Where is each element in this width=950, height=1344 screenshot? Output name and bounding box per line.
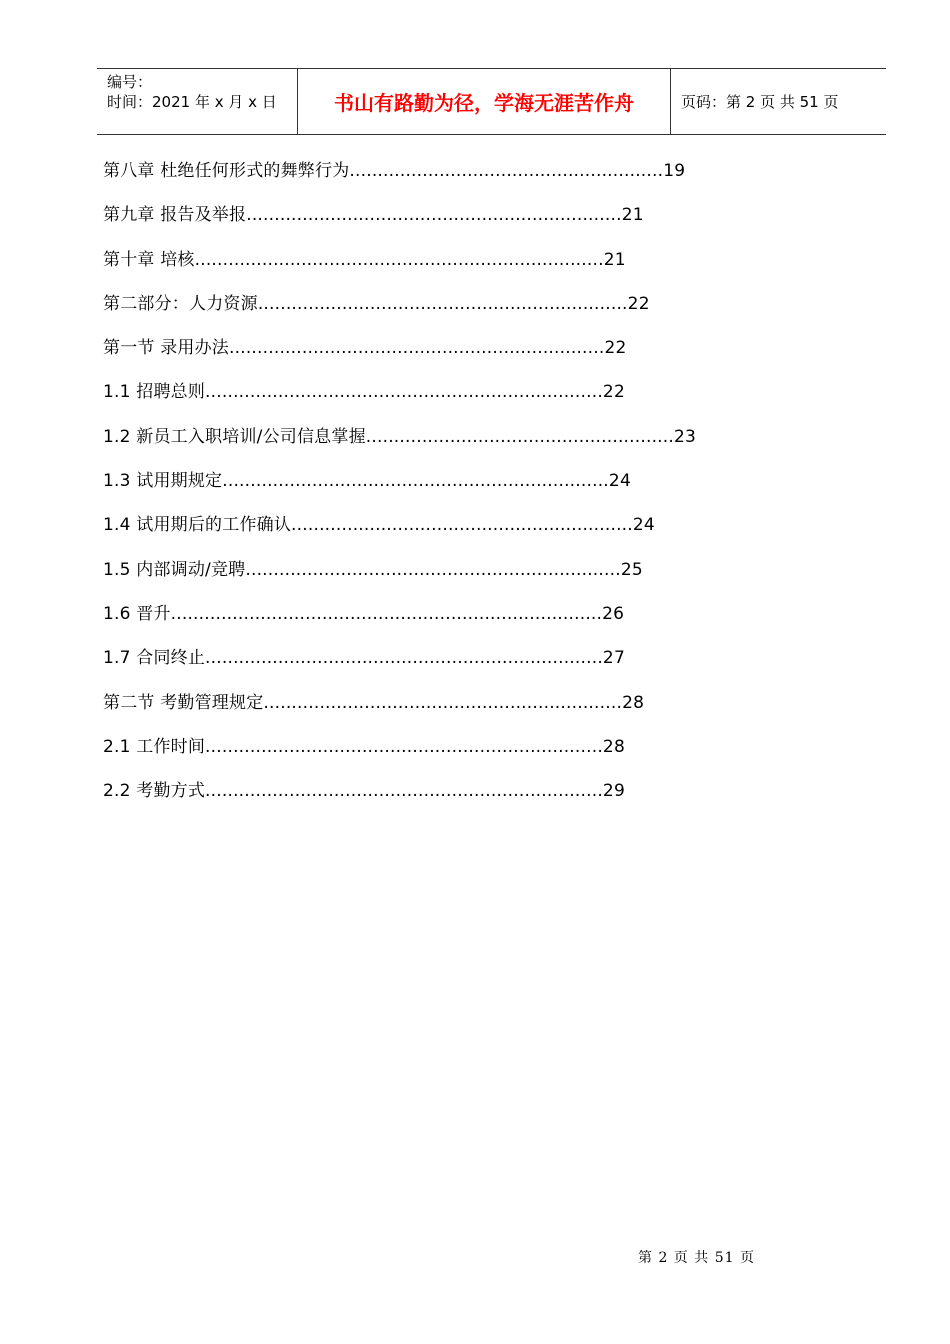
toc-title: 第九章 报告及举报	[103, 205, 247, 226]
toc-leader: ...................................................................	[245, 559, 621, 580]
toc-page: 29	[602, 781, 625, 802]
toc-title: 1.3 试用期规定	[103, 471, 223, 492]
toc-entry	[103, 467, 823, 511]
toc-page: 22	[604, 338, 627, 359]
toc-entry	[103, 733, 823, 777]
toc-page: 24	[632, 515, 655, 536]
toc-page: 22	[602, 382, 625, 403]
toc-title: 1.1 招聘总则	[103, 382, 206, 403]
toc-entry	[103, 644, 823, 688]
toc-leader: ..................................................................	[257, 293, 628, 314]
toc-entry	[103, 334, 823, 378]
toc-entry	[103, 157, 823, 201]
header-motto: 书山有路勤为径，学海无涯苦作舟	[298, 69, 671, 134]
toc-page: 24	[608, 471, 631, 492]
toc-title: 1.5 内部调动/竞聘	[103, 559, 246, 580]
toc-title: 第八章 杜绝任何形式的舞弊行为	[103, 161, 350, 181]
toc-leader: .......................................................................	[205, 382, 603, 403]
toc-title: 第二部分：人力资源	[103, 293, 258, 314]
toc-title: 2.1 工作时间	[103, 736, 206, 757]
toc-page: 27	[602, 648, 625, 669]
toc-entry	[103, 556, 823, 600]
toc-entry	[103, 423, 823, 467]
toc-leader: ................................................................	[263, 692, 623, 713]
toc-leader: ........................................................	[349, 161, 664, 181]
toc-leader: ...................................................................	[229, 338, 605, 359]
toc-entry	[103, 689, 823, 733]
toc-leader: .....................................................................	[222, 471, 609, 492]
toc-page: 26	[602, 603, 625, 624]
page-footer: 第 2 页 共 51 页	[638, 1250, 755, 1266]
toc-leader: .......................................................................	[205, 736, 603, 757]
toc-title: 2.2 考勤方式	[103, 781, 206, 802]
toc-title: 第一节 录用办法	[103, 338, 230, 359]
toc-page: 25	[620, 559, 643, 580]
toc-leader: .............................................................................	[170, 603, 603, 624]
header-meta	[97, 69, 298, 134]
header-page-info: 页码：第 2 页 共 51 页	[681, 93, 839, 111]
toc-entry	[103, 201, 823, 245]
toc-leader: .......................................................	[365, 426, 674, 447]
toc-entry	[103, 378, 823, 422]
toc-title: 1.6 晋升	[103, 603, 171, 624]
toc-entry	[103, 246, 823, 290]
page-header	[97, 68, 886, 135]
toc-page: 22	[627, 293, 650, 314]
toc-title: 1.7 合同终止	[103, 648, 206, 669]
toc-leader: .......................................................................	[205, 648, 603, 669]
number-label: 编号：	[107, 73, 153, 91]
toc-page: 23	[674, 426, 697, 447]
toc-page: 21	[603, 249, 626, 270]
toc-title: 1.2 新员工入职培训/公司信息掌握	[103, 426, 366, 447]
toc-leader: .......................................................................	[205, 781, 603, 802]
toc-title: 第二节 考勤管理规定	[103, 692, 264, 713]
toc-entry	[103, 290, 823, 334]
toc-title: 1.4 试用期后的工作确认	[103, 515, 292, 536]
toc-title: 第十章 培核	[103, 249, 195, 270]
toc-page: 19	[663, 161, 686, 181]
toc-entry	[103, 777, 823, 821]
time-label: 时间：2021 年 x 月 x 日	[107, 93, 277, 111]
toc-page: 28	[602, 736, 625, 757]
toc-leader: .........................................................................	[194, 249, 604, 270]
toc-entry	[103, 511, 823, 555]
toc-entry	[103, 600, 823, 644]
toc-leader: .............................................................	[291, 515, 633, 536]
toc-page: 28	[622, 692, 645, 713]
toc-leader: ...................................................................	[246, 205, 622, 226]
toc-page: 21	[621, 205, 644, 226]
table-of-contents	[103, 157, 823, 821]
